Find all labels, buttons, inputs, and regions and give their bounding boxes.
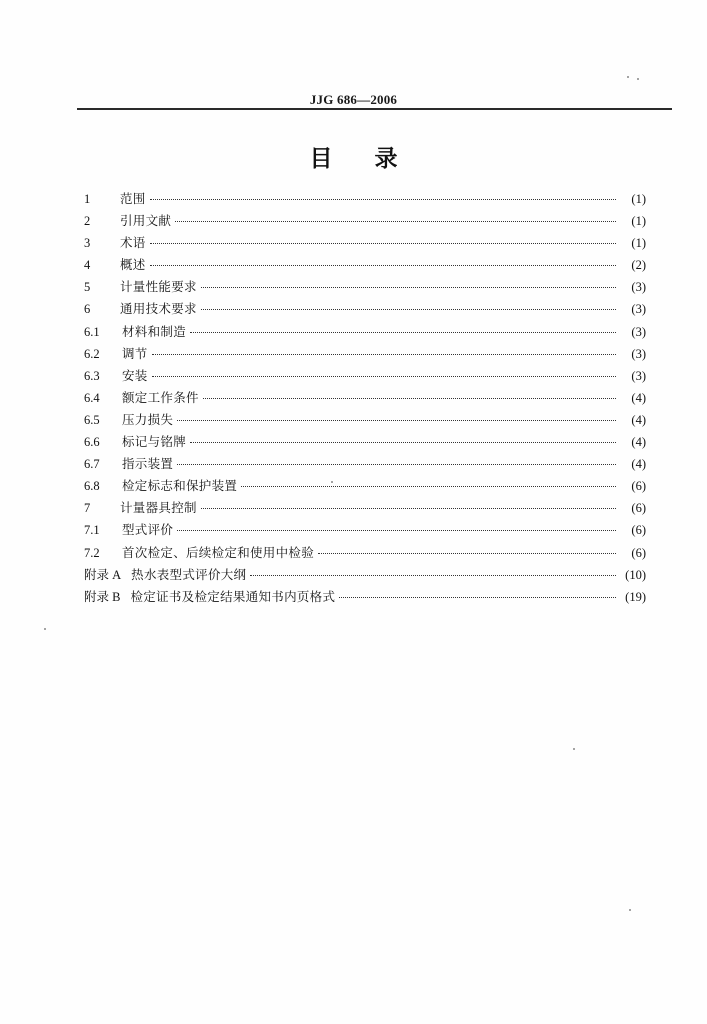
toc-entry-number: 7.2	[84, 545, 100, 560]
toc-entry-label: 范围	[120, 191, 146, 206]
toc-entry-number: 2	[84, 214, 91, 229]
toc-dot-leader	[203, 398, 616, 399]
toc-dot-leader	[152, 376, 616, 377]
toc-entry-page: (1)	[631, 214, 646, 229]
toc-dot-leader	[150, 265, 616, 266]
toc-entry-label: 调节	[122, 345, 148, 361]
toc-entry-page: (6)	[631, 501, 646, 516]
toc-entry	[84, 586, 646, 608]
toc-entry-label: 额定工作条件	[122, 389, 199, 405]
toc-entry	[84, 321, 646, 343]
toc-entry-page: (1)	[631, 236, 646, 251]
toc-dot-leader	[190, 332, 616, 333]
toc-entry-label: 压力损失	[122, 411, 174, 427]
toc-entry-label: 计量器具控制	[120, 500, 197, 516]
toc-entry	[84, 365, 646, 387]
toc-title-char-1: 目	[309, 146, 333, 172]
toc-entry-page: (3)	[631, 280, 646, 295]
toc-entry	[84, 232, 646, 254]
toc-entry-label: 检定证书及检定结果通知书内页格式	[130, 588, 336, 604]
toc-entry-page: (3)	[631, 368, 646, 383]
toc-entry-label: 安装	[122, 367, 148, 383]
toc-entry	[84, 188, 646, 210]
toc-dot-leader	[201, 287, 616, 288]
toc-dot-leader	[150, 199, 616, 200]
toc-entry-number: 7	[84, 501, 91, 516]
toc-entry-number: 附录 A	[84, 567, 122, 582]
header-rule	[77, 108, 672, 110]
toc-entry-label: 术语	[120, 235, 146, 251]
toc-entry-page: (4)	[631, 390, 646, 405]
toc-dot-leader	[241, 486, 616, 487]
toc-entry-number: 6.2	[84, 346, 100, 361]
toc-dot-leader	[201, 508, 616, 509]
toc-entry-number: 7.1	[84, 523, 100, 538]
toc-entry-page: (1)	[631, 192, 646, 206]
scan-speck	[627, 76, 629, 78]
toc-entry-number: 附录 B	[84, 589, 121, 604]
toc-entry-number: 1	[84, 192, 91, 206]
page-header: JJG 686—2006	[309, 92, 398, 107]
toc-entry-page: (10)	[625, 567, 646, 582]
scan-speck	[573, 748, 575, 750]
toc-entry-page: (3)	[631, 302, 646, 317]
scan-speck	[637, 78, 639, 80]
toc-entry-label: 标记与铭牌	[122, 434, 187, 450]
toc-entry	[84, 298, 646, 320]
toc-entry-page: (2)	[631, 258, 646, 273]
toc-entry	[84, 497, 646, 519]
toc-dot-leader	[318, 553, 616, 554]
toc-entry-number: 5	[84, 280, 91, 295]
toc-entry-number: 6.4	[84, 390, 100, 405]
toc-entry	[84, 210, 646, 232]
toc-entry-label: 首次检定、后续检定和使用中检验	[122, 544, 315, 560]
toc-entry-label: 材料和制造	[122, 323, 187, 339]
toc-dot-leader	[152, 354, 616, 355]
toc-dot-leader	[339, 597, 616, 598]
toc-entry-label: 热水表型式评价大纲	[131, 566, 247, 582]
toc-dot-leader	[177, 464, 616, 465]
toc-entry-page: (3)	[631, 324, 646, 339]
toc-dot-leader	[175, 221, 616, 222]
toc-entry-label: 引用文献	[120, 213, 172, 229]
toc-entry-number: 6.3	[84, 368, 100, 383]
toc-entry-label: 指示装置	[122, 456, 174, 472]
toc-dot-leader	[177, 530, 616, 531]
toc-entry-number: 6.5	[84, 412, 100, 427]
toc-entry-number: 6.1	[84, 324, 100, 339]
toc-entry-number: 6.6	[84, 435, 100, 450]
toc-title-char-2: 录	[374, 146, 398, 172]
toc-entry	[84, 542, 646, 564]
toc-entry-page: (6)	[631, 545, 646, 560]
toc-entry-label: 计量性能要求	[120, 279, 197, 295]
toc-entry	[84, 254, 646, 276]
toc-entry-number: 4	[84, 258, 91, 273]
toc-entry	[84, 387, 646, 409]
toc-entry-number: 3	[84, 236, 91, 251]
toc-dot-leader	[150, 243, 616, 244]
toc-entry-label: 检定标志和保护装置	[122, 478, 238, 494]
toc-entry-label: 概述	[120, 257, 146, 273]
toc-dot-leader	[177, 420, 616, 421]
toc-entry-page: (3)	[631, 346, 646, 361]
toc-entry-page: (4)	[631, 435, 646, 450]
toc-entry	[84, 453, 646, 475]
toc-entry-number: 6.8	[84, 479, 100, 494]
toc-entry-number: 6.7	[84, 457, 100, 472]
toc-dot-leader	[190, 442, 616, 443]
toc-entry-page: (6)	[631, 479, 646, 494]
toc-entry	[84, 431, 646, 453]
toc-entry	[84, 475, 646, 497]
toc-entry-number: 6	[84, 302, 91, 317]
toc-list	[84, 188, 646, 608]
toc-entry	[84, 276, 646, 298]
toc-entry-page: (4)	[631, 457, 646, 472]
scan-speck	[629, 909, 631, 911]
toc-dot-leader	[250, 575, 616, 576]
toc-dot-leader	[201, 309, 616, 310]
toc-title	[0, 140, 707, 173]
toc-entry-page: (6)	[631, 523, 646, 538]
toc-entry	[84, 409, 646, 431]
toc-entry	[84, 519, 646, 541]
toc-entry-page: (19)	[625, 589, 646, 604]
toc-entry	[84, 343, 646, 365]
scan-speck	[44, 628, 46, 630]
toc-entry-label: 型式评价	[122, 522, 174, 538]
toc-entry-page: (4)	[631, 412, 646, 427]
toc-entry	[84, 564, 646, 586]
toc-entry-label: 通用技术要求	[120, 301, 197, 317]
scan-speck	[331, 481, 333, 483]
